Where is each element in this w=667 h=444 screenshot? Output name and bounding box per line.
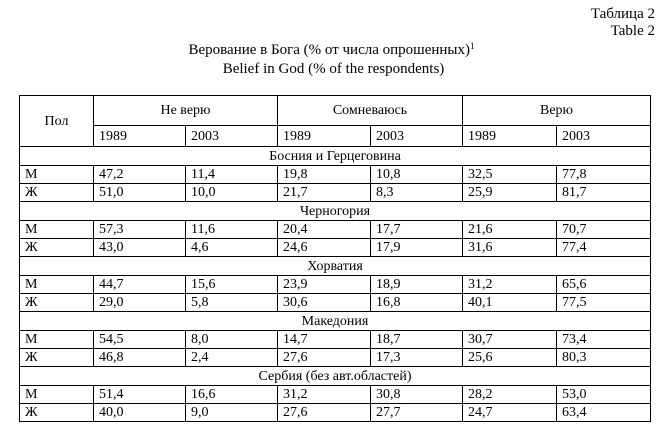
value-cell: 17,7 xyxy=(371,221,463,239)
value-cell: 70,7 xyxy=(557,221,651,239)
year-cell: 2003 xyxy=(371,126,463,147)
year-cell: 1989 xyxy=(278,126,371,147)
value-cell: 57,3 xyxy=(94,221,186,239)
value-cell: 65,6 xyxy=(557,276,651,294)
section-name: Сербия (без авт.областей) xyxy=(20,367,651,386)
value-cell: 19,8 xyxy=(278,166,371,184)
table-title-ru xyxy=(0,41,665,59)
header-believe: Верю xyxy=(463,96,651,126)
value-cell: 8,3 xyxy=(371,184,463,202)
sex-cell: М xyxy=(20,386,94,404)
sex-cell: М xyxy=(20,276,94,294)
value-cell: 53,0 xyxy=(557,386,651,404)
value-cell: 25,9 xyxy=(463,184,557,202)
header-row-groups xyxy=(20,96,651,126)
value-cell: 5,8 xyxy=(186,294,278,312)
section-name: Македония xyxy=(20,312,651,331)
value-cell: 18,9 xyxy=(371,276,463,294)
value-cell: 16,8 xyxy=(371,294,463,312)
belief-table xyxy=(19,95,651,422)
value-cell: 20,4 xyxy=(278,221,371,239)
value-cell: 18,7 xyxy=(371,331,463,349)
sex-cell: Ж xyxy=(20,404,94,422)
value-cell: 77,4 xyxy=(557,239,651,257)
header-sex: Пол xyxy=(20,96,94,147)
table-body xyxy=(20,147,651,422)
footnote-marker: 1 xyxy=(470,41,475,51)
value-cell: 25,6 xyxy=(463,349,557,367)
section-name: Черногория xyxy=(20,202,651,221)
value-cell: 9,0 xyxy=(186,404,278,422)
section-header-row xyxy=(20,147,651,166)
value-cell: 54,5 xyxy=(94,331,186,349)
sex-cell: М xyxy=(20,221,94,239)
value-cell: 51,0 xyxy=(94,184,186,202)
value-cell: 17,3 xyxy=(371,349,463,367)
value-cell: 31,2 xyxy=(463,276,557,294)
table-title-en: Belief in God (% of the respondents) xyxy=(222,61,445,77)
value-cell: 23,9 xyxy=(278,276,371,294)
table-row xyxy=(20,349,651,367)
value-cell: 29,0 xyxy=(94,294,186,312)
table-row xyxy=(20,386,651,404)
sex-cell: М xyxy=(20,331,94,349)
value-cell: 10,8 xyxy=(371,166,463,184)
value-cell: 16,6 xyxy=(186,386,278,404)
value-cell: 32,5 xyxy=(463,166,557,184)
value-cell: 24,6 xyxy=(278,239,371,257)
value-cell: 2,4 xyxy=(186,349,278,367)
value-cell: 27,6 xyxy=(278,349,371,367)
value-cell: 21,7 xyxy=(278,184,371,202)
table-number-en: Table 2 xyxy=(610,23,655,39)
value-cell: 40,1 xyxy=(463,294,557,312)
section-name: Хорватия xyxy=(20,257,651,276)
value-cell: 27,6 xyxy=(278,404,371,422)
value-cell: 17,9 xyxy=(371,239,463,257)
value-cell: 63,4 xyxy=(557,404,651,422)
value-cell: 14,7 xyxy=(278,331,371,349)
sex-cell: М xyxy=(20,166,94,184)
value-cell: 8,0 xyxy=(186,331,278,349)
value-cell: 77,8 xyxy=(557,166,651,184)
value-cell: 11,6 xyxy=(186,221,278,239)
value-cell: 81,7 xyxy=(557,184,651,202)
section-name: Босния и Герцеговина xyxy=(20,147,651,166)
table-row xyxy=(20,166,651,184)
value-cell: 30,6 xyxy=(278,294,371,312)
table-row xyxy=(20,221,651,239)
year-cell: 2003 xyxy=(557,126,651,147)
sex-cell: Ж xyxy=(20,184,94,202)
year-cell: 2003 xyxy=(186,126,278,147)
section-header-row xyxy=(20,312,651,331)
value-cell: 4,6 xyxy=(186,239,278,257)
value-cell: 73,4 xyxy=(557,331,651,349)
value-cell: 43,0 xyxy=(94,239,186,257)
value-cell: 27,7 xyxy=(371,404,463,422)
year-cell: 1989 xyxy=(463,126,557,147)
table-row xyxy=(20,184,651,202)
header-doubt: Сомневаюсь xyxy=(278,96,463,126)
table-title-ru-text: Верование в Бога (% от числа опрошенных) xyxy=(188,42,470,58)
value-cell: 31,2 xyxy=(278,386,371,404)
table-row xyxy=(20,276,651,294)
table-row xyxy=(20,404,651,422)
sex-cell: Ж xyxy=(20,294,94,312)
value-cell: 11,4 xyxy=(186,166,278,184)
table-row xyxy=(20,294,651,312)
value-cell: 31,6 xyxy=(463,239,557,257)
value-cell: 77,5 xyxy=(557,294,651,312)
table-row xyxy=(20,331,651,349)
year-cell: 1989 xyxy=(94,126,186,147)
value-cell: 46,8 xyxy=(94,349,186,367)
value-cell: 15,6 xyxy=(186,276,278,294)
value-cell: 51,4 xyxy=(94,386,186,404)
section-header-row xyxy=(20,202,651,221)
value-cell: 21,6 xyxy=(463,221,557,239)
value-cell: 40,0 xyxy=(94,404,186,422)
value-cell: 30,7 xyxy=(463,331,557,349)
section-header-row xyxy=(20,257,651,276)
table-row xyxy=(20,239,651,257)
value-cell: 44,7 xyxy=(94,276,186,294)
table-number-ru: Таблица 2 xyxy=(590,6,655,22)
section-header-row xyxy=(20,367,651,386)
header-no-belief: Не верю xyxy=(94,96,278,126)
value-cell: 10,0 xyxy=(186,184,278,202)
sex-cell: Ж xyxy=(20,239,94,257)
header-row-years xyxy=(20,126,651,147)
value-cell: 80,3 xyxy=(557,349,651,367)
value-cell: 28,2 xyxy=(463,386,557,404)
value-cell: 24,7 xyxy=(463,404,557,422)
value-cell: 47,2 xyxy=(94,166,186,184)
value-cell: 30,8 xyxy=(371,386,463,404)
sex-cell: Ж xyxy=(20,349,94,367)
